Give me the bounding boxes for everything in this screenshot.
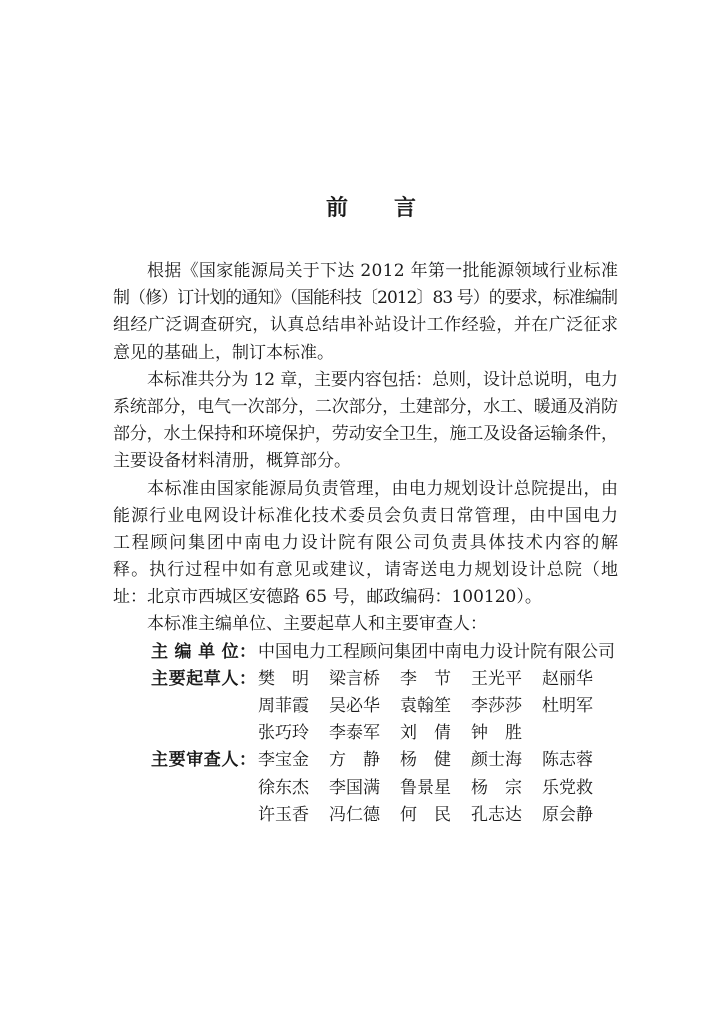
reviewers-names xyxy=(258,775,613,802)
reviewers-row xyxy=(113,775,618,802)
reviewer-name: 方 静 xyxy=(329,750,380,771)
paragraph-line: 工程顾问集团中南电力设计院有限公司负责具体技术内容的解 xyxy=(113,532,620,553)
paragraph-line: 主要设备材料清册，概算部分。 xyxy=(113,451,351,472)
reviewers-label: 主要审查人： xyxy=(151,750,257,771)
drafter-name: 袁翰笙 xyxy=(400,696,451,716)
reviewer-name: 何 民 xyxy=(400,804,451,825)
drafter-name: 王光平 xyxy=(471,668,522,689)
drafter-name: 张巧玲 xyxy=(258,723,309,744)
page-title: 前 言 xyxy=(326,195,429,221)
paragraph-line: 本标准共分为 12 章，主要内容包括：总则，设计总说明，电力 xyxy=(147,369,618,390)
drafters-names xyxy=(258,693,613,720)
label-spacer xyxy=(151,775,256,802)
drafter-name: 杜明军 xyxy=(542,696,593,716)
drafter-name: 钟 胜 xyxy=(471,723,522,744)
drafters-row xyxy=(113,693,618,720)
paragraph-line: 本标准由国家能源局负责管理，由电力规划设计总院提出，由 xyxy=(147,478,619,499)
label-spacer xyxy=(151,802,256,829)
drafter-name: 周菲霞 xyxy=(258,696,309,716)
reviewer-name: 陈志蓉 xyxy=(542,750,593,771)
reviewer-name: 杨 健 xyxy=(400,750,451,771)
reviewer-name: 颜士海 xyxy=(471,750,522,771)
reviewer-name: 冯仁德 xyxy=(329,804,380,825)
preface-body xyxy=(113,258,618,829)
paragraph-1 xyxy=(113,258,618,367)
paragraph-line: 意见的基础上，制订本标准。 xyxy=(113,342,334,363)
contributors-intro: 本标准主编单位、主要起草人和主要审查人： xyxy=(147,614,487,635)
drafter-name: 刘 倩 xyxy=(400,723,451,744)
drafter-name: 樊 明 xyxy=(258,668,309,689)
reviewer-name: 孔志达 xyxy=(471,804,522,825)
reviewer-name: 鲁景星 xyxy=(400,777,451,798)
paragraph-line: 组经广泛调查研究，认真总结串补站设计工作经验，并在广泛征求 xyxy=(113,315,619,336)
paragraph-line: 部分，水土保持和环境保护，劳动安全卫生，施工及设备运输条件， xyxy=(113,424,618,445)
paragraph-line: 释。执行过程中如有意见或建议，请寄送电力规划设计总院（地 xyxy=(113,560,620,581)
reviewer-name: 许玉香 xyxy=(258,804,309,825)
paragraph-3 xyxy=(113,476,618,612)
drafter-name: 李莎莎 xyxy=(471,696,522,716)
chief-unit-row xyxy=(113,639,618,666)
paragraph-line: 根据《国家能源局关于下达 2012 年第一批能源领域行业标准 xyxy=(147,261,619,281)
drafters-label: 主要起草人： xyxy=(151,668,257,689)
reviewer-name: 乐党救 xyxy=(542,777,593,798)
reviewer-name: 李宝金 xyxy=(258,750,309,771)
reviewer-name: 李国满 xyxy=(329,777,380,798)
drafters-row xyxy=(113,666,618,693)
label-spacer xyxy=(151,720,256,747)
reviewers-names xyxy=(258,802,613,829)
reviewers-row xyxy=(113,802,618,829)
drafters-names xyxy=(258,720,542,747)
reviewer-name: 杨 宗 xyxy=(471,777,522,798)
chief-unit-label: 主 编 单 位： xyxy=(151,641,257,662)
paragraph-line: 系统部分，电气一次部分，二次部分，土建部分，水工、暖通及消防 xyxy=(113,396,618,417)
reviewer-name: 徐东杰 xyxy=(258,777,309,798)
drafter-name: 吴必华 xyxy=(329,696,380,716)
drafters-row xyxy=(113,720,618,747)
paragraph-line: 能源行业电网设计标准化技术委员会负责日常管理，由中国电力 xyxy=(113,505,620,526)
drafters-names xyxy=(258,666,613,693)
reviewers-row xyxy=(113,747,618,774)
drafter-name: 李 节 xyxy=(400,668,451,689)
paragraph-2 xyxy=(113,367,618,476)
drafter-name: 李泰军 xyxy=(329,723,380,744)
drafter-name: 赵丽华 xyxy=(542,668,593,689)
paragraph-line: 制（修）订计划的通知》（国能科技〔2012〕83 号）的要求，标准编制 xyxy=(113,288,618,309)
drafter-name: 梁言桥 xyxy=(329,668,380,689)
reviewer-name: 原会静 xyxy=(542,804,593,825)
reviewers-names xyxy=(258,747,613,774)
paragraph-line: 址：北京市西城区安德路 65 号，邮政编码：100120）。 xyxy=(113,587,542,608)
label-spacer xyxy=(151,693,256,720)
chief-unit-value: 中国电力工程顾问集团中南电力设计院有限公司 xyxy=(258,641,615,662)
